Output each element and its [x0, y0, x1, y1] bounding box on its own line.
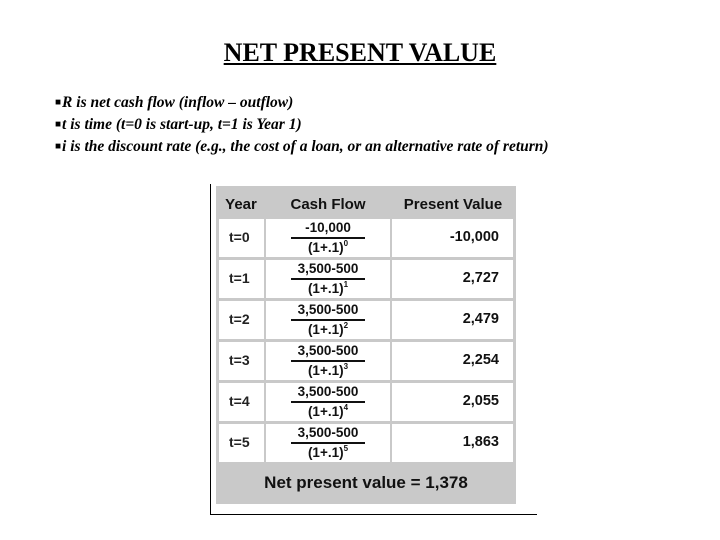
- fraction-denominator: [266, 322, 390, 338]
- cash-flow-fraction: [266, 343, 390, 379]
- bullet-text: R is net cash flow (inflow – outflow): [62, 94, 294, 111]
- fraction-numerator: 3,500-500: [297, 425, 359, 440]
- denominator-exponent: 4: [343, 403, 349, 412]
- cash-flow-fraction: [266, 220, 390, 256]
- denominator-exponent: 2: [343, 321, 349, 330]
- present-value: 1,863: [462, 434, 499, 450]
- present-value: -10,000: [449, 229, 499, 245]
- cash-flow-fraction: [266, 261, 390, 297]
- fraction-numerator: 3,500-500: [297, 261, 359, 276]
- present-value: 2,479: [462, 311, 499, 327]
- square-bullet-icon: ■: [55, 141, 62, 152]
- bullet-item: [55, 137, 715, 159]
- fraction-denominator: [266, 240, 390, 256]
- present-value: 2,254: [462, 352, 499, 368]
- fraction-denominator: [266, 363, 390, 379]
- cash-flow-fraction: [266, 302, 390, 338]
- npv-table: [216, 186, 516, 504]
- fraction-bar: [291, 319, 365, 321]
- table-row: [219, 260, 513, 298]
- square-bullet-icon: ■: [55, 97, 62, 108]
- year-cell: [219, 342, 264, 380]
- year-cell: [219, 219, 264, 257]
- present-value-cell: [392, 219, 513, 257]
- denominator-exponent: 3: [343, 362, 349, 371]
- cash-flow-cell: [266, 342, 390, 380]
- denominator-base: (1+.1): [307, 240, 344, 255]
- present-value-cell: [392, 342, 513, 380]
- year-cell: [219, 301, 264, 339]
- year-cell: [219, 424, 264, 462]
- cash-flow-fraction: [266, 384, 390, 420]
- fraction-numerator: 3,500-500: [297, 384, 359, 399]
- table-row: [219, 219, 513, 257]
- table-row: [219, 424, 513, 462]
- cash-flow-cell: [266, 301, 390, 339]
- denominator-base: (1+.1): [307, 363, 344, 378]
- fraction-bar: [291, 401, 365, 403]
- npv-table-container: [210, 184, 537, 515]
- year-cell: [219, 383, 264, 421]
- fraction-numerator: 3,500-500: [297, 302, 359, 317]
- fraction-bar: [291, 442, 365, 444]
- year-cell: [219, 260, 264, 298]
- denominator-base: (1+.1): [307, 445, 344, 460]
- cash-flow-cell: [266, 219, 390, 257]
- square-bullet-icon: ■: [55, 119, 62, 130]
- page-title: NET PRESENT VALUE: [223, 38, 497, 67]
- present-value-cell: [392, 260, 513, 298]
- present-value-cell: [392, 301, 513, 339]
- year-label: t=2: [229, 311, 250, 327]
- fraction-denominator: [266, 404, 390, 420]
- denominator-exponent: 1: [343, 280, 349, 289]
- header-present-value: Present Value: [403, 196, 503, 213]
- fraction-bar: [291, 360, 365, 362]
- cash-flow-fraction: [266, 425, 390, 461]
- denominator-base: (1+.1): [307, 322, 344, 337]
- fraction-bar: [291, 278, 365, 280]
- fraction-numerator: -10,000: [305, 220, 351, 235]
- present-value: 2,055: [462, 393, 499, 409]
- bullet-text: t is time (t=0 is start-up, t=1 is Year 1): [62, 116, 302, 133]
- year-label: t=5: [229, 434, 250, 450]
- fraction-numerator: 3,500-500: [297, 343, 359, 358]
- bullet-list: [55, 93, 715, 159]
- denominator-exponent: 5: [343, 444, 349, 453]
- table-row: [219, 383, 513, 421]
- bullet-item: [55, 115, 715, 137]
- bullet-text: i is the discount rate (e.g., the cost of a loan, or an alternative rate of return): [62, 138, 549, 155]
- year-label: t=0: [229, 229, 250, 245]
- bullet-item: [55, 93, 715, 115]
- table-row: [219, 301, 513, 339]
- denominator-base: (1+.1): [307, 281, 344, 296]
- cash-flow-cell: [266, 383, 390, 421]
- denominator-exponent: 0: [343, 239, 349, 248]
- fraction-denominator: [266, 281, 390, 297]
- cash-flow-cell: [266, 424, 390, 462]
- present-value-cell: [392, 383, 513, 421]
- present-value-cell: [392, 424, 513, 462]
- header-year: Year: [225, 196, 257, 213]
- fraction-bar: [291, 237, 365, 239]
- year-label: t=1: [229, 270, 250, 286]
- table-row: [219, 342, 513, 380]
- net-present-value-total: Net present value = 1,378: [264, 473, 468, 492]
- fraction-denominator: [266, 445, 390, 461]
- year-label: t=4: [229, 393, 250, 409]
- denominator-base: (1+.1): [307, 404, 344, 419]
- cash-flow-cell: [266, 260, 390, 298]
- header-cash-flow: Cash Flow: [290, 196, 366, 213]
- year-label: t=3: [229, 352, 250, 368]
- present-value: 2,727: [462, 270, 499, 286]
